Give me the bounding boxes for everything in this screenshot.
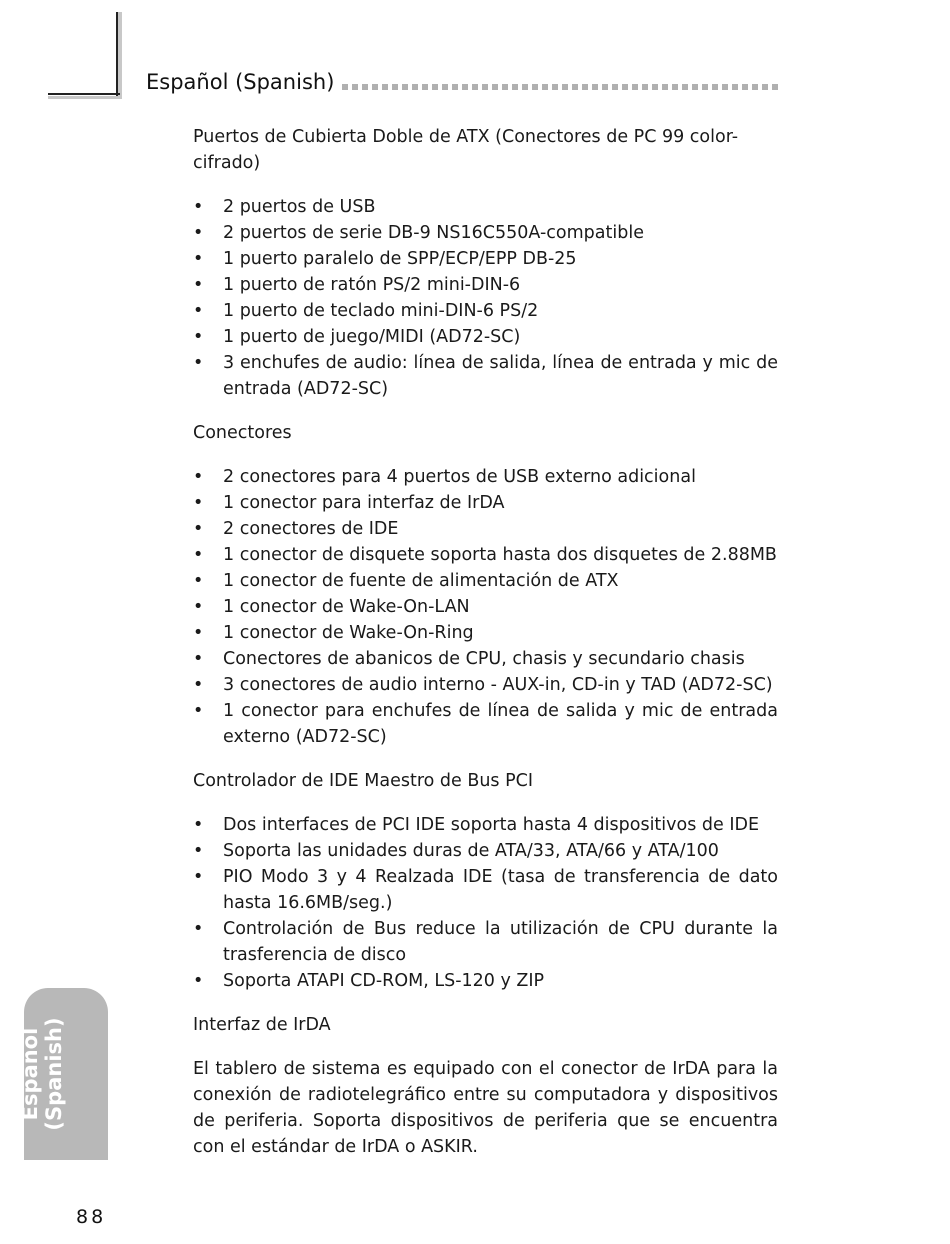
leader-dot: [562, 84, 568, 90]
leader-dot: [392, 84, 398, 90]
leader-dot: [372, 84, 378, 90]
leader-dot: [742, 84, 748, 90]
leader-dot: [702, 84, 708, 90]
leader-dot: [432, 84, 438, 90]
page-content: [193, 124, 778, 1160]
page-number: 88: [76, 1206, 107, 1228]
leader-dot: [732, 84, 738, 90]
leader-dot: [572, 84, 578, 90]
list-item: • Conectores de abanicos de CPU, chasis y secundario chasis: [193, 646, 778, 672]
leader-dot: [612, 84, 618, 90]
list-item: • 1 puerto de ratón PS/2 mini-DIN-6: [193, 272, 778, 298]
heading-atx-ports: Puertos de Cubierta Doble de ATX (Conectores de PC 99 color-cifrado): [193, 127, 739, 173]
list-atx-ports: [193, 194, 778, 402]
list-item: • 1 conector para enchufes de línea de salida y mic de entrada externo (AD72-SC): [193, 698, 778, 750]
list-item: • 1 conector para interfaz de IrDA: [193, 490, 778, 516]
leader-dot: [452, 84, 458, 90]
header-dot-leader: [342, 84, 778, 90]
list-item: • 1 puerto de teclado mini-DIN-6 PS/2: [193, 298, 778, 324]
leader-dot: [552, 84, 558, 90]
leader-dot: [512, 84, 518, 90]
list-item: • 2 conectores para 4 puertos de USB externo adicional: [193, 464, 778, 490]
list-item: • 2 puertos de serie DB-9 NS16C550A-compatible: [193, 220, 778, 246]
leader-dot: [722, 84, 728, 90]
heading-irda: Interfaz de IrDA: [193, 1015, 331, 1035]
list-connectors: [193, 464, 778, 750]
irda-paragraph: El tablero de sistema es equipado con el conector de IrDA para la conexión de radiotelegráfico entre su computadora y dispositivos de periferia. Soporta dispositivos de periferia que se encuentra con el estándar de IrDA o ASKIR.: [193, 1059, 778, 1157]
leader-dot: [672, 84, 678, 90]
leader-dot: [762, 84, 768, 90]
list-item: • 1 puerto de juego/MIDI (AD72-SC): [193, 324, 778, 350]
corner-mark-horizontal: [48, 93, 120, 95]
leader-dot: [772, 84, 778, 90]
list-item: • 1 conector de Wake-On-Ring: [193, 620, 778, 646]
list-item: • 2 conectores de IDE: [193, 516, 778, 542]
leader-dot: [342, 84, 348, 90]
leader-dot: [752, 84, 758, 90]
leader-dot: [712, 84, 718, 90]
leader-dot: [682, 84, 688, 90]
corner-mark-horizontal-shadow: [48, 96, 122, 99]
leader-dot: [582, 84, 588, 90]
list-item: • 1 puerto paralelo de SPP/ECP/EPP DB-25: [193, 246, 778, 272]
list-item: • 1 conector de disquete soporta hasta dos disquetes de 2.88MB: [193, 542, 778, 568]
list-ide-controller: [193, 812, 778, 994]
leader-dot: [622, 84, 628, 90]
leader-dot: [492, 84, 498, 90]
leader-dot: [402, 84, 408, 90]
leader-dot: [532, 84, 538, 90]
leader-dot: [662, 84, 668, 90]
list-item: • 1 conector de Wake-On-LAN: [193, 594, 778, 620]
list-item: • Dos interfaces de PCI IDE soporta hasta 4 dispositivos de IDE: [193, 812, 778, 838]
leader-dot: [592, 84, 598, 90]
leader-dot: [352, 84, 358, 90]
list-item: • 3 enchufes de audio: línea de salida, línea de entrada y mic de entrada (AD72-SC): [193, 350, 778, 402]
side-tab-line-1: Español: [18, 1027, 42, 1121]
corner-mark-shadow: [118, 12, 122, 98]
leader-dot: [442, 84, 448, 90]
leader-dot: [502, 84, 508, 90]
list-item: • Controlación de Bus reduce la utilización de CPU durante la trasferencia de disco: [193, 916, 778, 968]
leader-dot: [632, 84, 638, 90]
side-tab-line-2: (Spanish): [42, 1017, 66, 1131]
list-item: • Soporta ATAPI CD-ROM, LS-120 y ZIP: [193, 968, 778, 994]
leader-dot: [542, 84, 548, 90]
leader-dot: [462, 84, 468, 90]
leader-dot: [522, 84, 528, 90]
leader-dot: [382, 84, 388, 90]
leader-dot: [482, 84, 488, 90]
leader-dot: [692, 84, 698, 90]
heading-ide-controller: Controlador de IDE Maestro de Bus PCI: [193, 771, 534, 791]
heading-connectors: Conectores: [193, 423, 292, 443]
leader-dot: [362, 84, 368, 90]
leader-dot: [422, 84, 428, 90]
list-item: • 2 puertos de USB: [193, 194, 778, 220]
list-item: • PIO Modo 3 y 4 Realzada IDE (tasa de transferencia de dato hasta 16.6MB/seg.): [193, 864, 778, 916]
corner-mark-vertical: [116, 12, 118, 98]
list-item: • Soporta las unidades duras de ATA/33, ATA/66 y ATA/100: [193, 838, 778, 864]
list-item: • 3 conectores de audio interno - AUX-in, CD-in y TAD (AD72-SC): [193, 672, 778, 698]
section-title: Español (Spanish): [146, 70, 335, 94]
leader-dot: [652, 84, 658, 90]
leader-dot: [642, 84, 648, 90]
list-item: • 1 conector de fuente de alimentación de ATX: [193, 568, 778, 594]
leader-dot: [472, 84, 478, 90]
leader-dot: [602, 84, 608, 90]
leader-dot: [412, 84, 418, 90]
